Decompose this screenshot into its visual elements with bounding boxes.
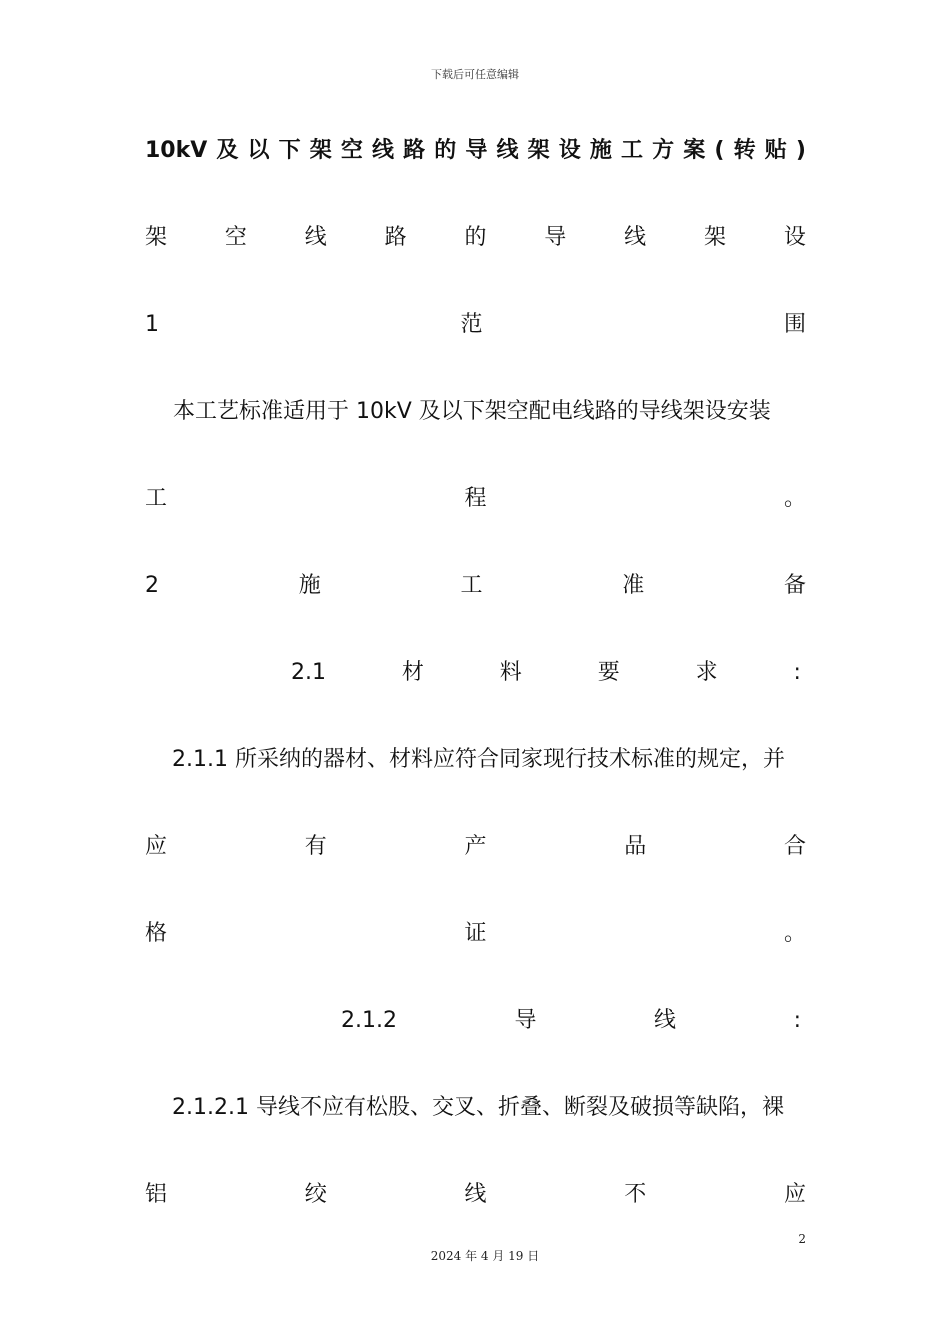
text-token: 格 [145,921,168,946]
page-number: 2 [798,1232,806,1246]
section-number: 2 [145,573,159,598]
paragraph-1-line-2 [145,482,806,516]
text-token: 求 [695,660,718,685]
page-footer-date: 2024 年 4 月 19 日 [430,1249,540,1263]
text-token: 工 [145,486,168,511]
paragraph-2-line-2 [145,830,806,864]
text-token: 范 [460,312,483,337]
paragraph-3-line-2 [145,1178,806,1212]
text-token: 有 [304,834,327,859]
title-token: 以 [247,138,270,163]
text-token: 要 [597,660,620,685]
text-token: 施 [298,573,321,598]
paragraph-1-line-1 [173,395,813,429]
section-number: 1 [145,312,159,337]
title-token: 架 [309,138,332,163]
title-token: 架 [527,138,550,163]
title-token: 10kV [145,138,208,163]
paragraph-3-line-1 [172,1091,812,1125]
heading-line [145,221,806,255]
title-token: 贴 [764,138,787,163]
text-token: 程 [464,486,487,511]
text-token: 的 [464,225,487,250]
section-heading-2-1-2 [341,1004,801,1038]
text-token: 品 [624,834,647,859]
title-token: ) [795,138,806,163]
text-token: 工 [460,573,483,598]
text-token: 线 [654,1008,677,1033]
text-token: 合 [783,834,806,859]
title-token: 转 [733,138,756,163]
title-token: 空 [340,138,363,163]
text-token: 产 [464,834,487,859]
title-token: 线 [372,138,395,163]
paragraph-text: 2.1.2.1 导线不应有松股、交叉、折叠、断裂及破损等缺陷，裸 [172,1095,784,1120]
text-token: 线 [304,225,327,250]
text-token: 。 [783,921,806,946]
text-token: : [793,1008,801,1033]
text-token: 导 [514,1008,537,1033]
text-token: : [793,660,801,685]
text-token: 料 [499,660,522,685]
text-token: 绞 [304,1182,327,1207]
text-token: 导 [544,225,567,250]
text-token: 路 [384,225,407,250]
paragraph-text: 2.1.1 所采纳的器材、材料应符合同家现行技术标准的规定，并 [172,747,785,772]
title-token: 下 [278,138,301,163]
title-token: ( [714,138,725,163]
text-token: 。 [783,486,806,511]
text-token: 围 [783,312,806,337]
title-token: 案 [683,138,706,163]
text-token: 不 [624,1182,647,1207]
paragraph-text: 本工艺标准适用于 10kV 及以下架空配电线路的导线架设安装 [173,399,771,424]
paragraph-2-line-1 [172,743,812,777]
title-token: 工 [621,138,644,163]
title-token: 及 [216,138,239,163]
section-number: 2.1.2 [341,1008,397,1033]
title-token: 导 [465,138,488,163]
text-token: 备 [783,573,806,598]
section-heading-2-1 [291,656,801,690]
page-header: 下载后可任意编辑 [431,68,519,81]
title-token: 方 [652,138,675,163]
text-token: 架 [145,225,168,250]
text-token: 证 [464,921,487,946]
text-token: 应 [145,834,168,859]
title-token: 线 [496,138,519,163]
section-number: 2.1 [291,660,326,685]
text-token: 材 [401,660,424,685]
text-token: 应 [783,1182,806,1207]
text-token: 设 [783,225,806,250]
text-token: 线 [464,1182,487,1207]
document-title [145,134,806,168]
text-token: 铝 [145,1182,168,1207]
title-token: 施 [589,138,612,163]
title-token: 的 [434,138,457,163]
text-token: 空 [224,225,247,250]
text-token: 线 [624,225,647,250]
title-token: 路 [403,138,426,163]
text-token: 准 [622,573,645,598]
title-token: 设 [558,138,581,163]
section-heading-1 [145,308,806,342]
paragraph-2-line-3 [145,917,806,951]
section-heading-2 [145,569,806,603]
text-token: 架 [704,225,727,250]
